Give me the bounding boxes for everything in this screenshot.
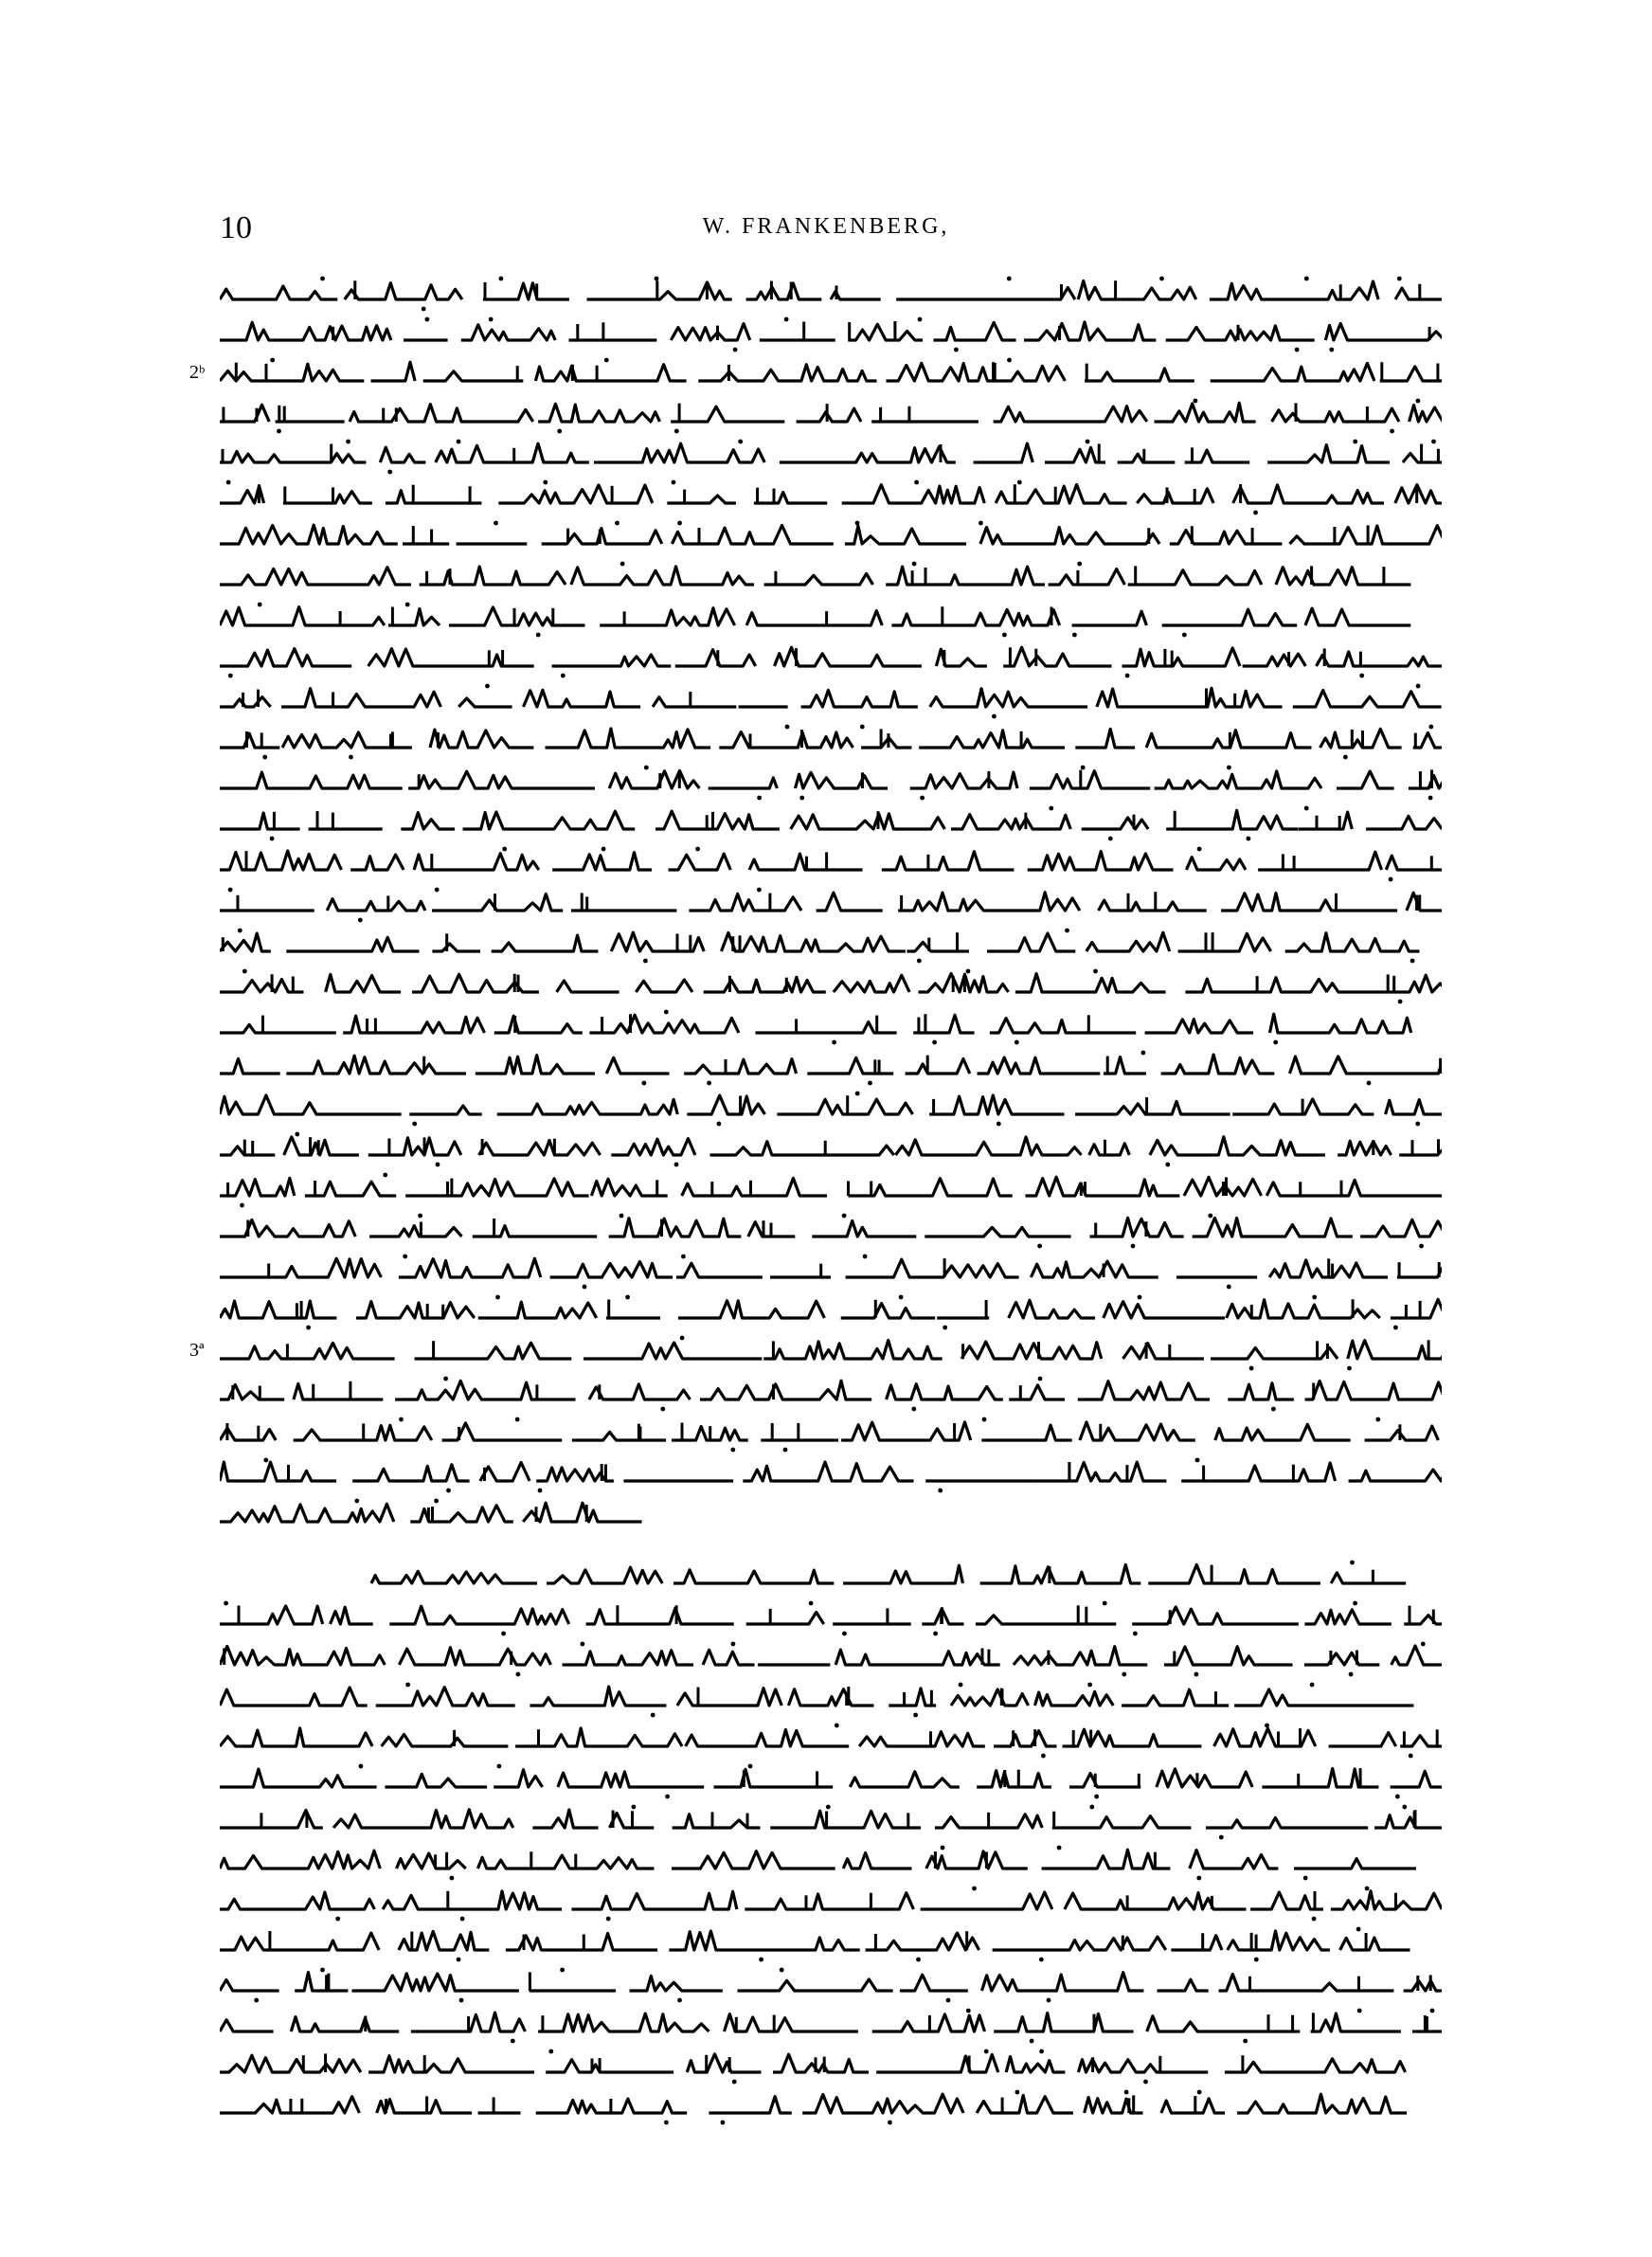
- syriac-script-glyphs: [220, 1638, 1442, 1679]
- syriac-text-line: [220, 1923, 1442, 1964]
- syriac-text-line: [220, 354, 1442, 395]
- syriac-text-line: [220, 1454, 1442, 1495]
- syriac-script-glyphs: [220, 884, 1442, 925]
- syriac-script-glyphs: [220, 1454, 1442, 1495]
- syriac-script-glyphs: [220, 1088, 1442, 1128]
- syriac-text-line: [220, 1495, 1442, 1536]
- syriac-text-line: [220, 803, 1442, 843]
- syriac-text-line: [220, 273, 1442, 314]
- syriac-script-glyphs: [220, 1128, 1442, 1169]
- syriac-script-glyphs: [220, 1720, 1442, 1760]
- page-number: 10: [220, 210, 252, 245]
- syriac-script-glyphs: [220, 477, 1442, 517]
- syriac-script-glyphs: [220, 436, 1442, 477]
- syriac-text-line: [220, 1332, 1442, 1373]
- syriac-text-line: [220, 2005, 1442, 2046]
- syriac-text-line: [220, 640, 1442, 680]
- syriac-text-line: [220, 1128, 1442, 1169]
- syriac-text-line: [220, 1760, 1442, 1801]
- syriac-text-line: [220, 1842, 1442, 1883]
- syriac-script-glyphs: [220, 1842, 1442, 1883]
- syriac-script-glyphs: [220, 599, 1442, 640]
- syriac-text-line: [220, 680, 1442, 721]
- syriac-text-line: [220, 1801, 1442, 1842]
- syriac-script-glyphs: [220, 1291, 1442, 1332]
- syriac-script-glyphs: [220, 1598, 1442, 1638]
- syriac-script-glyphs: [220, 1557, 1442, 1598]
- syriac-script-glyphs: [220, 843, 1442, 884]
- syriac-text-line: [220, 1598, 1442, 1638]
- syriac-script-glyphs: [220, 1679, 1442, 1720]
- syriac-text-line: [220, 762, 1442, 803]
- syriac-script-glyphs: [220, 762, 1442, 803]
- syriac-text-line: [220, 721, 1442, 762]
- syriac-script-glyphs: [220, 721, 1442, 762]
- syriac-script-glyphs: [220, 1801, 1442, 1842]
- syriac-text-line: [220, 1883, 1442, 1923]
- syriac-text-line: [220, 1088, 1442, 1128]
- syriac-text-line: [220, 558, 1442, 599]
- margin-folio-note: 2ᵇ: [189, 362, 206, 383]
- syriac-text-line: [220, 436, 1442, 477]
- syriac-script-glyphs: [220, 1414, 1442, 1454]
- syriac-text-line: [220, 1720, 1442, 1760]
- syriac-script-glyphs: [220, 1210, 1442, 1251]
- syriac-script-glyphs: [220, 2046, 1442, 2086]
- syriac-script-glyphs: [220, 1332, 1442, 1373]
- syriac-script-glyphs: [220, 1169, 1442, 1210]
- syriac-script-glyphs: [220, 640, 1442, 680]
- syriac-text-line: [220, 843, 1442, 884]
- syriac-text-line: [220, 1006, 1442, 1047]
- syriac-script-glyphs: [220, 1373, 1442, 1414]
- syriac-script-glyphs: [220, 314, 1442, 354]
- syriac-text-line: [220, 1373, 1442, 1414]
- syriac-script-glyphs: [220, 680, 1442, 721]
- syriac-script-glyphs: [220, 1251, 1442, 1291]
- syriac-text-line: [220, 1047, 1442, 1088]
- syriac-text-line: [220, 925, 1442, 966]
- margin-folio-note: 3ª: [189, 1340, 205, 1361]
- syriac-script-glyphs: [220, 395, 1442, 436]
- syriac-script-glyphs: [220, 1047, 1442, 1088]
- syriac-text-line: [220, 966, 1442, 1006]
- syriac-text-line: [220, 1964, 1442, 2005]
- syriac-script-glyphs: [220, 354, 1442, 395]
- syriac-text-line: [220, 1210, 1442, 1251]
- syriac-script-glyphs: [220, 2086, 1442, 2127]
- syriac-text-line: [220, 395, 1442, 436]
- syriac-text-line: [220, 1169, 1442, 1210]
- syriac-text-block: [220, 273, 1442, 2127]
- syriac-script-glyphs: [220, 558, 1442, 599]
- syriac-text-line: [220, 884, 1442, 925]
- syriac-text-line: [220, 599, 1442, 640]
- running-head: W. FRANKENBERG,: [702, 214, 950, 239]
- syriac-script-glyphs: [220, 1883, 1442, 1923]
- syriac-text-line: [220, 517, 1442, 558]
- syriac-script-glyphs: [220, 2005, 1442, 2046]
- syriac-script-glyphs: [220, 1760, 1442, 1801]
- syriac-script-glyphs: [220, 1964, 1442, 2005]
- syriac-text-line: [220, 1557, 1442, 1598]
- syriac-text-line: [220, 314, 1442, 354]
- syriac-text-line: [220, 2086, 1442, 2127]
- syriac-script-glyphs: [220, 1495, 1442, 1536]
- syriac-script-glyphs: [220, 1006, 1442, 1047]
- syriac-text-line: [220, 1414, 1442, 1454]
- syriac-text-line: [220, 1251, 1442, 1291]
- syriac-script-glyphs: [220, 925, 1442, 966]
- syriac-script-glyphs: [220, 273, 1442, 314]
- syriac-text-line: [220, 1679, 1442, 1720]
- syriac-text-line: [220, 2046, 1442, 2086]
- syriac-text-line: [220, 1291, 1442, 1332]
- syriac-script-glyphs: [220, 803, 1442, 843]
- syriac-script-glyphs: [220, 966, 1442, 1006]
- syriac-script-glyphs: [220, 1923, 1442, 1964]
- syriac-script-glyphs: [220, 517, 1442, 558]
- syriac-text-line: [220, 1638, 1442, 1679]
- syriac-text-line: [220, 477, 1442, 517]
